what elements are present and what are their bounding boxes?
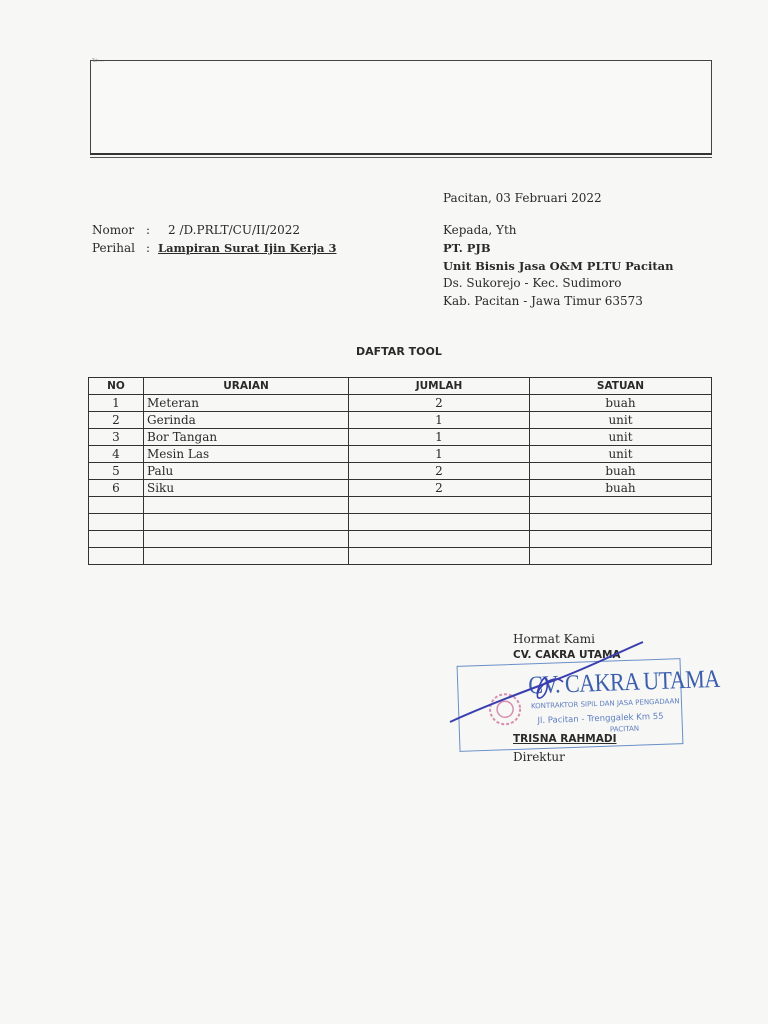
header-uraian: URAIAN	[144, 378, 349, 395]
cell-jumlah: 1	[349, 412, 530, 429]
cell-uraian: Gerinda	[144, 412, 349, 429]
table-row	[89, 446, 712, 463]
stamp-name: CV. CAKRA UTAMA	[527, 663, 721, 700]
cell-satuan: buah	[530, 480, 712, 497]
nomor-sep: :	[146, 223, 151, 237]
cell-satuan: unit	[530, 412, 712, 429]
cell-jumlah: 2	[349, 395, 530, 412]
cell-no: 2	[89, 412, 144, 429]
cell-jumlah: 1	[349, 446, 530, 463]
cell-no: 4	[89, 446, 144, 463]
recipient-address2: Kab. Pacitan - Jawa Timur 63573	[443, 294, 643, 308]
letterhead-note: Tel: ...	[92, 58, 104, 63]
cell-uraian: Palu	[144, 463, 349, 480]
cell-jumlah: 2	[349, 463, 530, 480]
cell-satuan: unit	[530, 429, 712, 446]
recipient-unit: Unit Bisnis Jasa O&M PLTU Pacitan	[443, 259, 674, 273]
cell-satuan: buah	[530, 395, 712, 412]
nomor-label: Nomor	[92, 223, 135, 237]
letterhead-rule-thick	[90, 153, 712, 155]
header-jumlah: JUMLAH	[349, 378, 530, 395]
table-row-empty	[89, 497, 712, 514]
table-row	[89, 429, 712, 446]
signer-title: Direktur	[513, 750, 565, 764]
letterhead-box	[90, 60, 712, 155]
header-satuan: SATUAN	[530, 378, 712, 395]
closing-greeting: Hormat Kami	[513, 632, 595, 646]
nomor-value: 2 /D.PRLT/CU/II/2022	[168, 223, 301, 237]
table-row	[89, 480, 712, 497]
tool-table	[88, 377, 712, 565]
cell-no: 1	[89, 395, 144, 412]
perihal-label: Perihal	[92, 241, 135, 255]
stamp-address: Jl. Pacitan - Trenggalek Km 55	[537, 711, 664, 727]
cell-no: 3	[89, 429, 144, 446]
signature-scribble	[445, 636, 650, 731]
date-line: Pacitan, 03 Februari 2022	[443, 191, 602, 205]
table-header-row	[89, 378, 712, 395]
stamp-city: PACITAN	[609, 724, 640, 734]
table-row	[89, 463, 712, 480]
cell-jumlah: 2	[349, 480, 530, 497]
table-row-empty	[89, 514, 712, 531]
perihal-sep: :	[146, 241, 151, 255]
cell-satuan: buah	[530, 463, 712, 480]
recipient-greeting: Kepada, Yth	[443, 223, 517, 237]
cell-uraian: Siku	[144, 480, 349, 497]
letterhead-rule-thin	[90, 157, 712, 158]
cell-uraian: Meteran	[144, 395, 349, 412]
table-row-empty	[89, 531, 712, 548]
table-row	[89, 412, 712, 429]
cell-uraian: Mesin Las	[144, 446, 349, 463]
cell-satuan: unit	[530, 446, 712, 463]
table-row-empty	[89, 548, 712, 565]
recipient-address1: Ds. Sukorejo - Kec. Sudimoro	[443, 276, 622, 290]
closing-company: CV. CAKRA UTAMA	[513, 649, 621, 661]
cell-no: 5	[89, 463, 144, 480]
stamp-subtitle: KONTRAKTOR SIPIL DAN JASA PENGADAAN	[530, 697, 680, 711]
recipient-company: PT. PJB	[443, 241, 491, 255]
perihal-value: Lampiran Surat Ijin Kerja 3	[158, 241, 337, 255]
cell-jumlah: 1	[349, 429, 530, 446]
cell-uraian: Bor Tangan	[144, 429, 349, 446]
signer-name: TRISNA RAHMADI	[513, 733, 617, 745]
list-title: DAFTAR TOOL	[356, 345, 442, 358]
table-row	[89, 395, 712, 412]
cell-no: 6	[89, 480, 144, 497]
header-no: NO	[89, 378, 144, 395]
